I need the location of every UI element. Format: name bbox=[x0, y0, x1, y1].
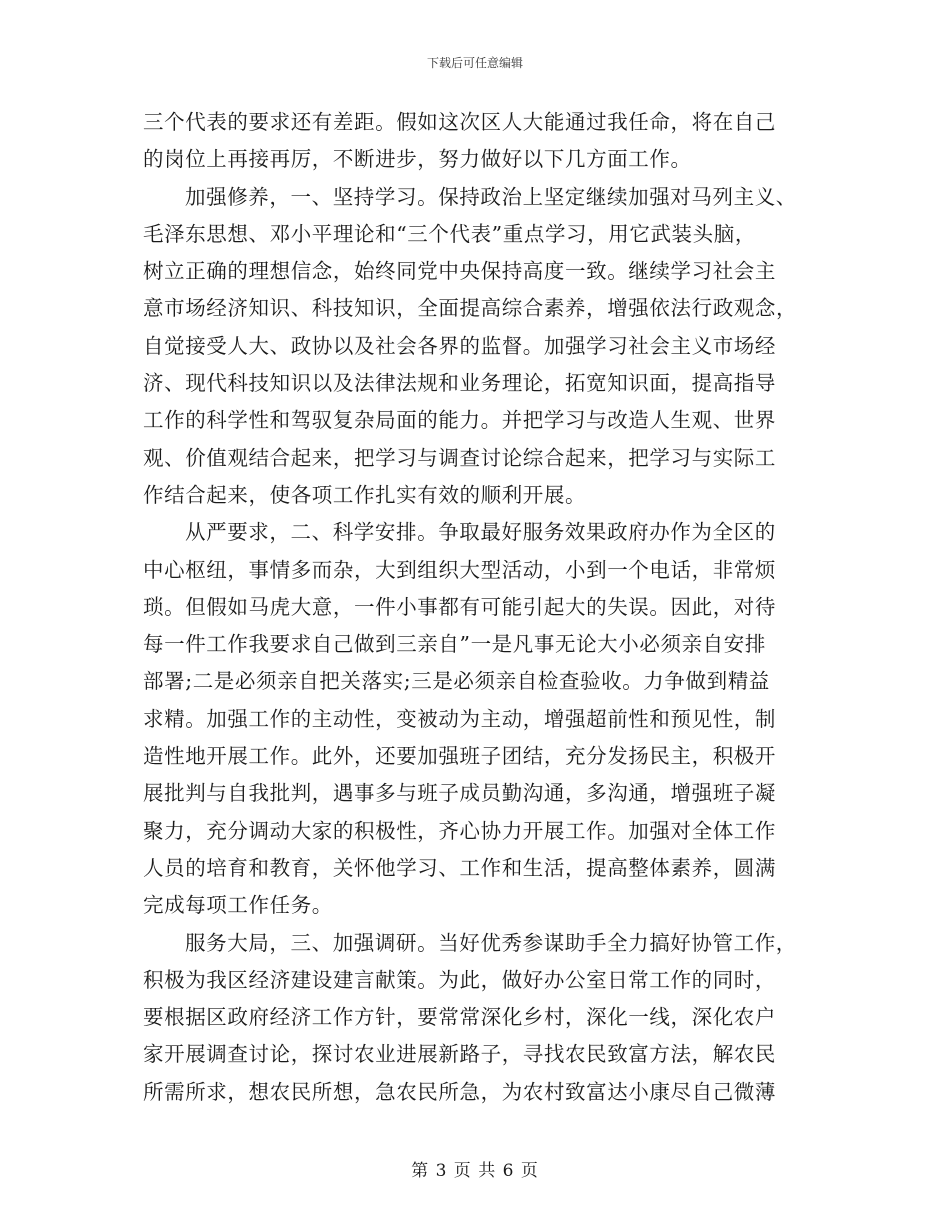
text-line: 家开展调查讨论，探讨农业进展新路子，寻找农民致富方法，解农民 bbox=[143, 1042, 776, 1067]
text-line: 中心枢纽，事情多而杂，大到组织大型活动，小到一个电话，非常烦 bbox=[143, 557, 776, 582]
text-line: 观、价值观结合起来，把学习与调查讨论综合起来，把学习与实际工 bbox=[143, 445, 776, 470]
document-body bbox=[143, 104, 811, 1111]
text-line: 三个代表的要求还有差距。假如这次区人大能通过我任命，将在自己 bbox=[143, 110, 776, 134]
text-line: 造性地开展工作。此外，还要加强班子团结，充分发扬民主，积极开 bbox=[143, 744, 776, 769]
text-line: 每一件工作我要求自己做到三亲自”一是凡事无论大小必须亲自安排 bbox=[143, 632, 766, 657]
text-line: 的岗位上再接再厉，不断进步，努力做好以下几方面工作。 bbox=[143, 147, 692, 172]
text-line: 所需所求，想农民所想，急农民所急，为农村致富达小康尽自己微薄 bbox=[143, 1079, 776, 1104]
text-line: 作结合起来，使各项工作扎实有效的顺利开展。 bbox=[143, 482, 587, 507]
text-line: 树立正确的理想信念，始终同党中央保持高度一致。继续学习社会主 bbox=[143, 259, 776, 284]
text-line: 加强修养，一、坚持学习。保持政治上坚定继续加强对马列主义、 bbox=[185, 184, 797, 209]
text-line: 积极为我区经济建设建言献策。为此，做好办公室日常工作的同时， bbox=[143, 967, 776, 992]
text-line: 人员的培育和教育，关怀他学习、工作和生活，提高整体素养，圆满 bbox=[143, 855, 776, 880]
text-line: 自觉接受人大、政协以及社会各界的监督。加强学习社会主义市场经 bbox=[143, 333, 776, 358]
text-line: 服务大局，三、加强调研。当好优秀参谋助手全力搞好协管工作， bbox=[185, 930, 797, 955]
text-line: 展批判与自我批判，遇事多与班子成员勤沟通，多沟通，增强班子凝 bbox=[143, 781, 776, 806]
page-header: 下载后可任意编辑 bbox=[426, 56, 523, 70]
text-line: 聚力，充分调动大家的积极性，齐心协力开展工作。加强对全体工作 bbox=[143, 818, 776, 843]
text-line: 要根据区政府经济工作方针，要常常深化乡村，深化一线，深化农户 bbox=[143, 1005, 776, 1030]
text-line: 济、现代科技知识以及法律法规和业务理论，拓宽知识面，提高指导 bbox=[143, 371, 776, 396]
text-line: 工作的科学性和驾驭复杂局面的能力。并把学习与改造人生观、世界 bbox=[143, 408, 776, 433]
text-line: 琐。但假如马虎大意，一件小事都有可能引起大的失误。因此，对待 bbox=[143, 594, 776, 619]
text-line: 求精。加强工作的主动性，变被动为主动，增强超前性和预见性，制 bbox=[143, 706, 776, 731]
text-line: 完成每项工作任务。 bbox=[143, 893, 333, 918]
page-footer: 第 3 页 共 6 页 bbox=[411, 1161, 539, 1181]
text-line: 部署;二是必须亲自把关落实;三是必须亲自检查验收。力争做到精益 bbox=[143, 669, 770, 694]
text-line: 意市场经济知识、科技知识，全面提高综合素养，增强依法行政观念， bbox=[143, 296, 798, 321]
text-line: 从严要求，二、科学安排。争取最好服务效果政府办作为全区的 bbox=[185, 520, 776, 545]
text-line: 毛泽东思想、邓小平理论和“三个代表”重点学习，用它武装头脑， bbox=[143, 221, 756, 246]
